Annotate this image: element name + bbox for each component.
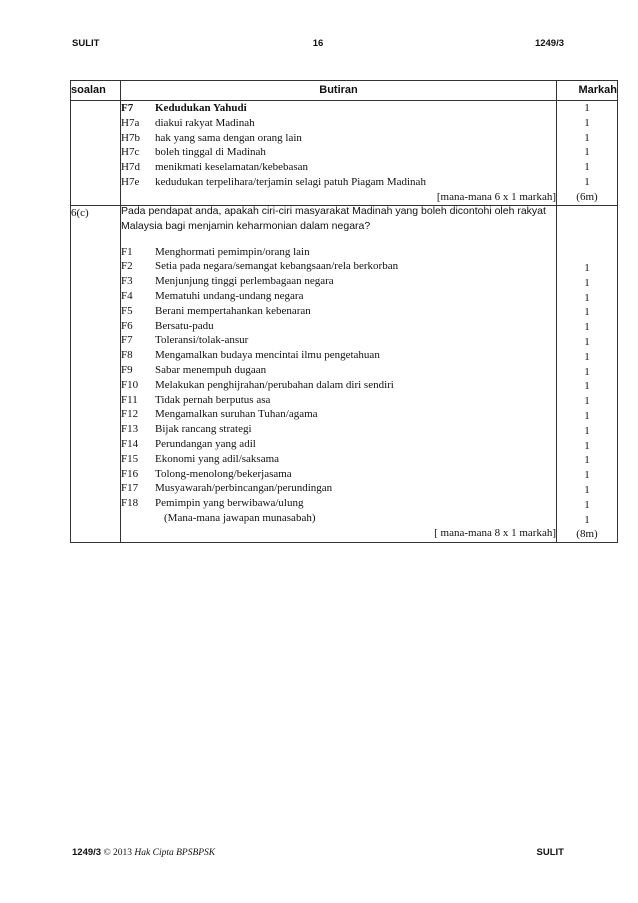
- mark-value: 1: [584, 380, 590, 393]
- point-text: Sabar menempuh dugaan: [155, 363, 267, 376]
- mark-value: 1: [584, 146, 590, 159]
- point-code: F15: [121, 452, 139, 465]
- list-item: [121, 274, 556, 289]
- question-number: [71, 101, 121, 206]
- point-code: F16: [121, 467, 139, 480]
- mark-value: 1: [584, 335, 590, 348]
- list-item: [121, 259, 556, 274]
- mark-value: 1: [584, 483, 590, 496]
- page-footer: [72, 847, 564, 861]
- column-header-butiran: Butiran: [121, 81, 557, 101]
- list-item: [121, 378, 556, 393]
- point-text: Berani mempertahankan kebenaran: [155, 304, 311, 317]
- point-text: Tolong-menolong/bekerjasama: [155, 467, 292, 480]
- page-number: 16: [312, 38, 324, 49]
- answer-details: [121, 101, 557, 206]
- point-code: F6: [121, 319, 133, 332]
- table-header-row: [71, 81, 618, 101]
- point-text: Menjunjung tinggi perlembagaan negara: [155, 275, 334, 288]
- mark-value: 1: [584, 469, 590, 482]
- point-code: F5: [121, 304, 133, 317]
- point-code: F2: [121, 260, 133, 273]
- list-item: [121, 304, 556, 319]
- marking-scheme-table: [70, 80, 618, 543]
- point-code: F4: [121, 289, 133, 302]
- mark-value: 1: [584, 175, 590, 188]
- mark-value: 1: [584, 306, 590, 319]
- point-code: F1: [121, 245, 133, 258]
- point-text: Mengamalkan suruhan Tuhan/agama: [155, 408, 318, 421]
- list-item: [121, 319, 556, 334]
- point-text: Mematuhi undang-undang negara: [155, 289, 304, 302]
- mark-value: 1: [584, 116, 590, 129]
- mark-value: 1: [584, 409, 590, 422]
- point-code: F3: [121, 275, 133, 288]
- list-item: [121, 289, 556, 304]
- point-code: H7c: [121, 146, 140, 159]
- point-text: Kedudukan Yahudi: [155, 102, 247, 114]
- mark-value: 1: [584, 395, 590, 408]
- mark-value: 1: [584, 321, 590, 334]
- point-heading: [121, 101, 556, 116]
- mark-value: 1: [584, 439, 590, 452]
- list-item: [121, 175, 556, 190]
- mark-value: 1: [584, 291, 590, 304]
- list-item: [121, 467, 556, 482]
- footer-owner: Hak Cipta BPSBPSK: [134, 848, 216, 858]
- list-item: [121, 422, 556, 437]
- list-item: [121, 116, 556, 131]
- point-text: kedudukan terpelihara/terjamin selagi patuh Piagam Madinah: [155, 175, 426, 188]
- point-code: H7e: [121, 175, 140, 188]
- point-text: Ekonomi yang adil/saksama: [155, 452, 280, 465]
- mark-value: 1: [584, 261, 590, 274]
- marks-column: [557, 205, 618, 543]
- list-item: [121, 245, 556, 260]
- point-code: H7a: [121, 116, 140, 129]
- list-item: [121, 160, 556, 175]
- table-row: [71, 101, 618, 206]
- mark-value: [557, 246, 617, 261]
- point-text: Mengamalkan budaya mencintai ilmu pengetahuan: [155, 349, 380, 362]
- point-code: F18: [121, 497, 139, 510]
- point-code: F12: [121, 408, 139, 421]
- column-header-soalan: soalan: [71, 81, 121, 101]
- point-text: diakui rakyat Madinah: [155, 116, 255, 129]
- point-text: Setia pada negara/semangat kebangsaan/rela berkorban: [155, 260, 399, 273]
- list-item: [121, 131, 556, 146]
- point-text: Tidak pernah berputus asa: [155, 393, 271, 406]
- point-text: Musyawarah/perbincangan/perundingan: [155, 482, 333, 495]
- page-header: [72, 38, 564, 52]
- point-code: F7: [121, 102, 134, 114]
- footer-classification: SULIT: [536, 847, 564, 858]
- mark-value: 1: [584, 365, 590, 378]
- list-item: [121, 333, 556, 348]
- point-text: Bersatu-padu: [155, 319, 214, 332]
- mark-value: 1: [584, 276, 590, 289]
- marks-column: [557, 101, 618, 206]
- mark-total: (6m): [576, 190, 598, 203]
- list-item: [121, 145, 556, 160]
- mark-value: 1: [584, 424, 590, 437]
- mark-value: 1: [584, 454, 590, 467]
- point-text: boleh tinggal di Madinah: [155, 146, 266, 159]
- footer-copyright: [72, 847, 215, 858]
- point-code: H7d: [121, 161, 140, 174]
- list-item: [121, 481, 556, 496]
- point-code: F13: [121, 423, 139, 436]
- point-text: Toleransi/tolak-ansur: [155, 334, 249, 347]
- point-text: Pemimpin yang berwibawa/ulung: [155, 497, 304, 510]
- subtotal-note: [ mana-mana 8 x 1 markah]: [434, 526, 556, 539]
- point-code: H7b: [121, 131, 140, 144]
- point-text: menikmati keselamatan/kebebasan: [155, 161, 309, 174]
- list-item: [121, 496, 556, 511]
- point-code: F14: [121, 437, 139, 450]
- subtotal-note: [mana-mana 6 x 1 markah]: [436, 190, 556, 203]
- point-code: F11: [121, 393, 138, 406]
- footer-copyright-year: © 2013: [103, 848, 133, 858]
- paper-code: 1249/3: [534, 38, 564, 49]
- point-text: Perundangan yang adil: [155, 437, 256, 450]
- mark-total: (8m): [576, 528, 598, 541]
- list-item: [121, 407, 556, 422]
- question-number: 6(c): [71, 205, 121, 543]
- point-code: F8: [121, 349, 133, 362]
- answer-note: (Mana-mana jawapan munasabah): [164, 511, 316, 524]
- point-code: F9: [121, 363, 133, 376]
- point-text: Melakukan penghijrahan/perubahan dalam diri sendiri: [155, 378, 394, 391]
- point-text: Bijak rancang strategi: [155, 423, 252, 436]
- header-classification: SULIT: [72, 38, 100, 49]
- point-text: hak yang sama dengan orang lain: [155, 131, 302, 144]
- mark-value: 1: [584, 513, 590, 526]
- list-item: [121, 363, 556, 378]
- footer-paper-code: 1249/3: [72, 847, 102, 858]
- mark-value: 1: [584, 498, 590, 511]
- point-text: Menghormati pemimpin/orang lain: [155, 245, 310, 258]
- mark-value: 1: [584, 131, 590, 144]
- point-code: F10: [121, 378, 139, 391]
- point-code: F7: [121, 334, 133, 347]
- column-header-markah: Markah: [557, 81, 618, 101]
- list-item: [121, 437, 556, 452]
- mark-value: 1: [584, 161, 590, 174]
- question-text: Pada pendapat anda, apakah ciri-ciri masyarakat Madinah yang boleh dicontohi oleh rakyat Malaysia bagi menjamin keharmonian dalam negara?: [121, 204, 546, 232]
- point-code: F17: [121, 482, 139, 495]
- mark-value: 1: [584, 102, 590, 114]
- table-row: [71, 205, 618, 543]
- answer-details: [121, 205, 557, 543]
- list-item: [121, 393, 556, 408]
- list-item: [121, 452, 556, 467]
- list-item: [121, 348, 556, 363]
- mark-value: 1: [584, 350, 590, 363]
